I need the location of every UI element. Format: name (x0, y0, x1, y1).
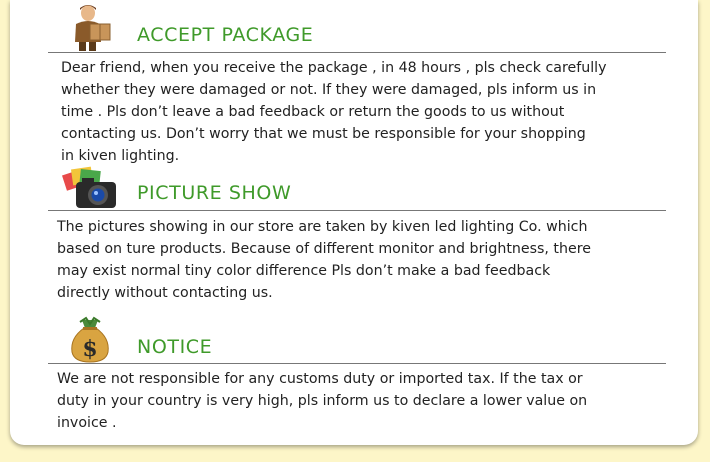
section-text (61, 57, 607, 167)
text-line: We are not responsible for any customs duty or imported tax. If the tax or (57, 371, 583, 387)
divider (48, 363, 666, 364)
text-line: whether they were damaged or not. If they were damaged, pls inform us in (61, 82, 597, 98)
text-line: based on ture products. Because of different monitor and brightness, there (57, 241, 591, 257)
text-line: duty in your country is very high, pls inform us to declare a lower value on (57, 393, 588, 409)
section-title: ACCEPT PACKAGE (137, 24, 314, 46)
text-line: may exist normal tiny color difference Pls don’t make a bad feedback (57, 263, 551, 279)
text-line: invoice . (57, 415, 117, 431)
delivery-man-icon (68, 2, 116, 52)
text-line: Dear friend, when you receive the package , in 48 hours , pls check carefully (61, 60, 607, 76)
section-title: NOTICE (137, 336, 213, 358)
camera-photos-icon (62, 166, 122, 210)
svg-text:$: $ (82, 336, 98, 362)
text-line: directly without contacting us. (57, 285, 273, 301)
section-title: PICTURE SHOW (137, 182, 292, 204)
divider (48, 210, 666, 211)
text-line: time . Pls don’t leave a bad feedback or return the goods to us without (61, 104, 565, 120)
section-text (57, 368, 587, 434)
text-line: contacting us. Don’t worry that we must be responsible for your shopping (61, 126, 586, 142)
text-line: The pictures showing in our store are taken by kiven led lighting Co. which (57, 219, 588, 235)
text-line: in kiven lighting. (61, 148, 180, 164)
money-bag-icon (68, 316, 112, 364)
divider (48, 52, 666, 53)
section-text (57, 216, 591, 304)
content-card (10, 0, 698, 445)
